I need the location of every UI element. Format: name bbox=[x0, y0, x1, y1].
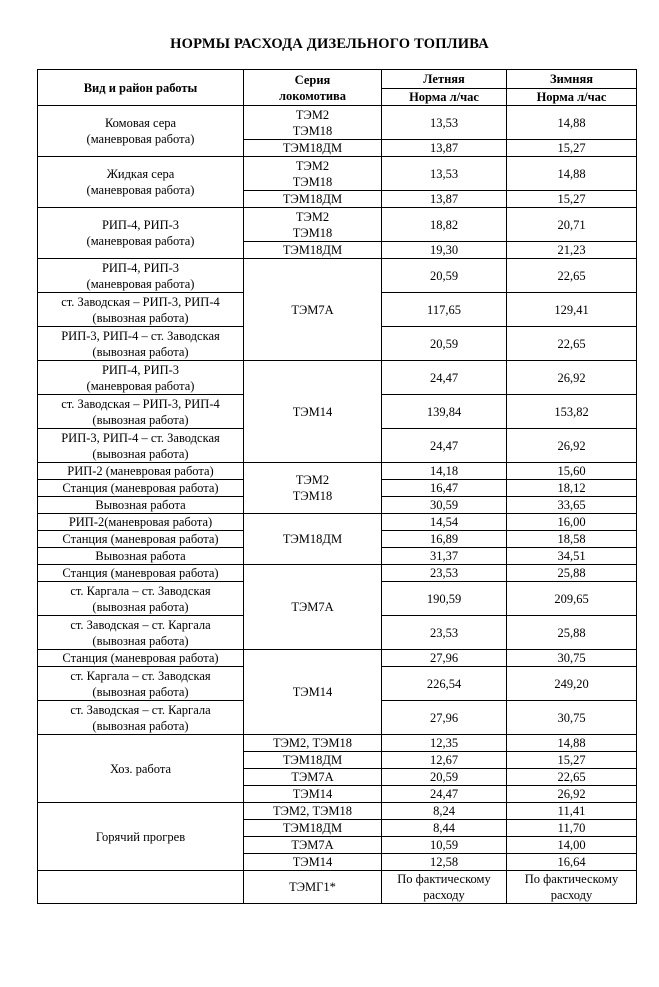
winter-norm-cell: 16,64 bbox=[507, 854, 637, 871]
winter-norm-cell: 30,75 bbox=[507, 650, 637, 667]
work-type-cell-line: (вывозная работа) bbox=[92, 344, 189, 359]
locomotive-cell-line: ТЭМ2 bbox=[295, 158, 330, 173]
work-type-cell-line: (вывозная работа) bbox=[92, 718, 189, 733]
locomotive-cell-line: ТЭМ18ДМ bbox=[282, 192, 343, 206]
table-row bbox=[38, 514, 637, 531]
summer-norm-cell: 23,53 bbox=[382, 616, 507, 650]
summer-norm-cell: 14,54 bbox=[382, 514, 507, 531]
work-type-cell-line: РИП-2(маневровая работа) bbox=[68, 515, 213, 529]
work-type-cell-line: ст. Каргала – ст. Заводская bbox=[70, 668, 211, 683]
summer-norm-cell: 24,47 bbox=[382, 361, 507, 395]
locomotive-cell bbox=[244, 208, 382, 242]
summer-norm-cell: 16,89 bbox=[382, 531, 507, 548]
header-winter: Зимняя bbox=[507, 70, 637, 89]
header-locomotive-series bbox=[244, 70, 382, 106]
work-type-cell bbox=[38, 106, 244, 157]
work-type-cell-line: (маневровая работа) bbox=[86, 183, 195, 197]
winter-norm-cell: 129,41 bbox=[507, 293, 637, 327]
locomotive-cell-line: ТЭМ18 bbox=[292, 225, 333, 240]
summer-norm-cell: 16,47 bbox=[382, 480, 507, 497]
work-type-cell bbox=[38, 259, 244, 293]
winter-norm-cell: 209,65 bbox=[507, 582, 637, 616]
locomotive-cell-line: ТЭМ14 bbox=[292, 787, 333, 801]
locomotive-cell bbox=[244, 463, 382, 514]
work-type-cell bbox=[38, 701, 244, 735]
winter-norm-cell: 153,82 bbox=[507, 395, 637, 429]
work-type-cell-line: (маневровая работа) bbox=[86, 234, 195, 248]
winter-norm-cell: 15,27 bbox=[507, 752, 637, 769]
work-type-cell bbox=[38, 735, 244, 803]
work-type-cell-line: ст. Заводская – РИП-3, РИП-4 bbox=[61, 294, 220, 309]
winter-norm-cell: 26,92 bbox=[507, 361, 637, 395]
work-type-cell bbox=[38, 480, 244, 497]
summer-norm-cell: 8,44 bbox=[382, 820, 507, 837]
summer-norm-cell: 13,87 bbox=[382, 191, 507, 208]
header-series-line2: локомотива bbox=[278, 88, 347, 103]
work-type-cell-line: Жидкая сера bbox=[106, 167, 175, 181]
winter-norm-cell: 14,88 bbox=[507, 106, 637, 140]
summer-norm-cell: 13,53 bbox=[382, 106, 507, 140]
locomotive-cell bbox=[244, 140, 382, 157]
locomotive-cell bbox=[244, 786, 382, 803]
work-type-cell-line: Станция (маневровая работа) bbox=[62, 481, 219, 495]
work-type-cell bbox=[38, 871, 244, 904]
winter-norm-cell: 11,70 bbox=[507, 820, 637, 837]
winter-norm-cell: 20,71 bbox=[507, 208, 637, 242]
work-type-cell bbox=[38, 565, 244, 582]
work-type-cell-line: РИП-4, РИП-3 bbox=[101, 260, 180, 275]
work-type-cell-line: Вывозная работа bbox=[95, 498, 186, 512]
locomotive-cell bbox=[244, 871, 382, 904]
locomotive-cell bbox=[244, 242, 382, 259]
work-type-cell bbox=[38, 803, 244, 871]
summer-norm-cell: 30,59 bbox=[382, 497, 507, 514]
locomotive-cell bbox=[244, 735, 382, 752]
locomotive-cell bbox=[244, 820, 382, 837]
locomotive-cell bbox=[244, 361, 382, 463]
locomotive-cell-line: ТЭМ7А bbox=[291, 770, 334, 784]
summer-norm-cell: 13,53 bbox=[382, 157, 507, 191]
table-row bbox=[38, 871, 637, 904]
locomotive-cell-line: ТЭМ18ДМ bbox=[282, 821, 343, 835]
work-type-cell-line: (вывозная работа) bbox=[92, 633, 189, 648]
work-type-cell-line: (вывозная работа) bbox=[92, 599, 189, 614]
table-row bbox=[38, 208, 637, 242]
summer-norm-cell: 27,96 bbox=[382, 650, 507, 667]
summer-norm-cell: 20,59 bbox=[382, 769, 507, 786]
winter-norm-cell: 25,88 bbox=[507, 565, 637, 582]
summer-norm-cell: По фактическому расходу bbox=[382, 871, 507, 904]
locomotive-cell-line: ТЭМ18ДМ bbox=[282, 532, 343, 546]
work-type-cell-line: Комовая сера bbox=[104, 116, 177, 130]
table-row bbox=[38, 650, 637, 667]
work-type-cell-line: (вывозная работа) bbox=[92, 412, 189, 427]
summer-norm-cell: 31,37 bbox=[382, 548, 507, 565]
locomotive-cell-line: ТЭМ14 bbox=[292, 685, 333, 699]
work-type-cell bbox=[38, 157, 244, 208]
work-type-cell bbox=[38, 650, 244, 667]
work-type-cell-line: Хоз. работа bbox=[109, 761, 172, 776]
locomotive-cell bbox=[244, 514, 382, 565]
winter-norm-cell: 26,92 bbox=[507, 786, 637, 803]
locomotive-cell-line: ТЭМ2 bbox=[295, 107, 330, 122]
locomotive-cell-line: ТЭМ7А bbox=[291, 838, 334, 852]
work-type-cell-line: Станция (маневровая работа) bbox=[62, 566, 219, 580]
table-row bbox=[38, 157, 637, 191]
summer-norm-cell: 18,82 bbox=[382, 208, 507, 242]
work-type-cell-line: (маневровая работа) bbox=[86, 132, 195, 146]
work-type-cell-line: Станция (маневровая работа) bbox=[62, 532, 219, 546]
winter-norm-cell: 11,41 bbox=[507, 803, 637, 820]
locomotive-cell-line: ТЭМГ1* bbox=[289, 880, 336, 894]
summer-norm-cell: 20,59 bbox=[382, 327, 507, 361]
summer-norm-cell: 24,47 bbox=[382, 786, 507, 803]
locomotive-cell-line: ТЭМ2 bbox=[295, 473, 330, 487]
locomotive-cell bbox=[244, 769, 382, 786]
locomotive-cell bbox=[244, 752, 382, 769]
summer-norm-cell: 12,67 bbox=[382, 752, 507, 769]
locomotive-cell bbox=[244, 837, 382, 854]
summer-norm-cell: 139,84 bbox=[382, 395, 507, 429]
winter-norm-cell: 22,65 bbox=[507, 327, 637, 361]
work-type-cell-line: Вывозная работа bbox=[95, 549, 186, 563]
work-type-cell bbox=[38, 531, 244, 548]
winter-norm-cell: 34,51 bbox=[507, 548, 637, 565]
header-work-type: Вид и район работы bbox=[38, 70, 244, 106]
winter-norm-cell: 14,88 bbox=[507, 735, 637, 752]
work-type-cell bbox=[38, 395, 244, 429]
locomotive-cell-line: ТЭМ14 bbox=[292, 404, 333, 419]
locomotive-cell bbox=[244, 565, 382, 650]
winter-norm-cell: 25,88 bbox=[507, 616, 637, 650]
winter-norm-cell: 15,60 bbox=[507, 463, 637, 480]
header-winter-norm: Норма л/час bbox=[507, 89, 637, 106]
locomotive-cell bbox=[244, 854, 382, 871]
winter-norm-cell: 18,58 bbox=[507, 531, 637, 548]
locomotive-cell-line: ТЭМ18 bbox=[292, 174, 333, 189]
locomotive-cell-line: ТЭМ18 bbox=[292, 489, 333, 503]
header-series-line1: Серия bbox=[294, 72, 331, 87]
locomotive-cell bbox=[244, 259, 382, 361]
work-type-cell-line: (вывозная работа) bbox=[92, 684, 189, 699]
locomotive-cell bbox=[244, 650, 382, 735]
work-type-cell bbox=[38, 327, 244, 361]
locomotive-cell-line: ТЭМ2 bbox=[295, 209, 330, 224]
summer-norm-cell: 20,59 bbox=[382, 259, 507, 293]
work-type-cell-line: (маневровая работа) bbox=[86, 276, 195, 291]
locomotive-cell-line: ТЭМ7А bbox=[291, 600, 334, 614]
winter-norm-cell: 22,65 bbox=[507, 769, 637, 786]
work-type-cell-line: ст. Заводская – ст. Каргала bbox=[70, 702, 211, 717]
work-type-cell-line: РИП-3, РИП-4 – ст. Заводская bbox=[61, 430, 220, 445]
header-summer: Летняя bbox=[382, 70, 507, 89]
work-type-cell bbox=[38, 429, 244, 463]
summer-norm-cell: 14,18 bbox=[382, 463, 507, 480]
table-row bbox=[38, 803, 637, 820]
winter-norm-cell: 18,12 bbox=[507, 480, 637, 497]
winter-norm-cell: 14,00 bbox=[507, 837, 637, 854]
summer-norm-cell: 24,47 bbox=[382, 429, 507, 463]
table-row bbox=[38, 735, 637, 752]
work-type-cell bbox=[38, 514, 244, 531]
summer-norm-cell: 27,96 bbox=[382, 701, 507, 735]
winter-norm-cell: 21,23 bbox=[507, 242, 637, 259]
winter-norm-cell: 14,88 bbox=[507, 157, 637, 191]
work-type-cell bbox=[38, 582, 244, 616]
work-type-cell bbox=[38, 616, 244, 650]
table-body bbox=[38, 106, 637, 904]
work-type-cell bbox=[38, 497, 244, 514]
work-type-cell-line: РИП-3, РИП-4 – ст. Заводская bbox=[61, 328, 220, 343]
winter-norm-cell: 249,20 bbox=[507, 667, 637, 701]
locomotive-cell-line: ТЭМ7А bbox=[291, 302, 334, 317]
summer-norm-cell: 12,35 bbox=[382, 735, 507, 752]
work-type-cell bbox=[38, 361, 244, 395]
work-type-cell-line: (маневровая работа) bbox=[86, 378, 195, 393]
work-type-cell-line: РИП-4, РИП-3 bbox=[101, 218, 180, 232]
summer-norm-cell: 10,59 bbox=[382, 837, 507, 854]
table-row bbox=[38, 361, 637, 395]
work-type-cell-line: ст. Заводская – ст. Каргала bbox=[70, 617, 211, 632]
work-type-cell bbox=[38, 293, 244, 327]
locomotive-cell bbox=[244, 106, 382, 140]
table-row bbox=[38, 259, 637, 293]
winter-norm-cell: По фактическому расходу bbox=[507, 871, 637, 904]
work-type-cell-line: ст. Заводская – РИП-3, РИП-4 bbox=[61, 396, 220, 411]
fuel-norms-table bbox=[37, 69, 637, 904]
locomotive-cell-line: ТЭМ18ДМ bbox=[282, 753, 343, 767]
locomotive-cell-line: ТЭМ14 bbox=[292, 855, 333, 869]
work-type-cell-line: Горячий прогрев bbox=[95, 829, 186, 844]
locomotive-cell bbox=[244, 191, 382, 208]
work-type-cell bbox=[38, 548, 244, 565]
locomotive-cell bbox=[244, 157, 382, 191]
header-summer-norm: Норма л/час bbox=[382, 89, 507, 106]
winter-norm-cell: 15,27 bbox=[507, 140, 637, 157]
locomotive-cell bbox=[244, 803, 382, 820]
work-type-cell bbox=[38, 667, 244, 701]
work-type-cell-line: РИП-4, РИП-3 bbox=[101, 362, 180, 377]
winter-norm-cell: 16,00 bbox=[507, 514, 637, 531]
work-type-cell-line: (вывозная работа) bbox=[92, 446, 189, 461]
work-type-cell-line: Станция (маневровая работа) bbox=[62, 651, 219, 665]
locomotive-cell-line: ТЭМ2, ТЭМ18 bbox=[272, 736, 352, 750]
work-type-cell-line: ст. Каргала – ст. Заводская bbox=[70, 583, 211, 598]
locomotive-cell-line: ТЭМ18ДМ bbox=[282, 243, 343, 257]
summer-norm-cell: 19,30 bbox=[382, 242, 507, 259]
work-type-cell bbox=[38, 463, 244, 480]
winter-norm-cell: 33,65 bbox=[507, 497, 637, 514]
winter-norm-cell: 26,92 bbox=[507, 429, 637, 463]
winter-norm-cell: 15,27 bbox=[507, 191, 637, 208]
summer-norm-cell: 8,24 bbox=[382, 803, 507, 820]
work-type-cell bbox=[38, 208, 244, 259]
table-row bbox=[38, 463, 637, 480]
summer-norm-cell: 13,87 bbox=[382, 140, 507, 157]
summer-norm-cell: 12,58 bbox=[382, 854, 507, 871]
summer-norm-cell: 226,54 bbox=[382, 667, 507, 701]
winter-norm-cell: 22,65 bbox=[507, 259, 637, 293]
summer-norm-cell: 23,53 bbox=[382, 565, 507, 582]
summer-norm-cell: 117,65 bbox=[382, 293, 507, 327]
table-row bbox=[38, 565, 637, 582]
page-title: НОРМЫ РАСХОДА ДИЗЕЛЬНОГО ТОПЛИВА bbox=[170, 36, 489, 52]
locomotive-cell-line: ТЭМ2, ТЭМ18 bbox=[272, 804, 352, 818]
winter-norm-cell: 30,75 bbox=[507, 701, 637, 735]
locomotive-cell-line: ТЭМ18 bbox=[292, 123, 333, 138]
table-row bbox=[38, 106, 637, 140]
work-type-cell-line: (вывозная работа) bbox=[92, 310, 189, 325]
work-type-cell-line: РИП-2 (маневровая работа) bbox=[67, 464, 214, 478]
locomotive-cell-line: ТЭМ18ДМ bbox=[282, 141, 343, 155]
summer-norm-cell: 190,59 bbox=[382, 582, 507, 616]
